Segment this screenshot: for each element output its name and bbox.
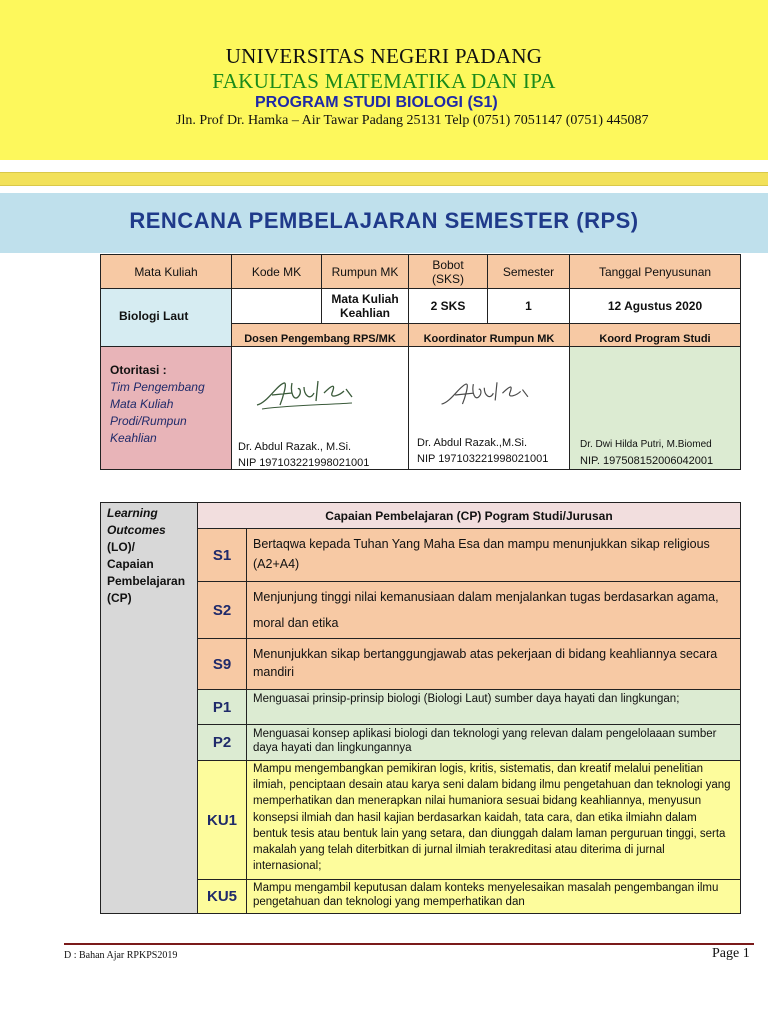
signatory-name-1: Dr. Abdul Razak., M.Si. — [238, 441, 352, 453]
cp-code-p1: P1 — [197, 689, 247, 725]
signature-cell-3 — [569, 346, 741, 470]
signatory-nip-2: NIP 197103221998021001 — [417, 453, 549, 465]
divider-stripe — [0, 172, 768, 186]
signature-image — [252, 375, 362, 415]
otoritasi-line: Mata Kuliah — [110, 397, 174, 411]
lo-label-cell — [100, 502, 198, 914]
lo-label-line: (LO)/ — [107, 540, 135, 554]
cp-code-s9: S9 — [197, 638, 247, 690]
program-name: PROGRAM STUDI BIOLOGI (S1) — [255, 94, 498, 111]
signatory-nip-1: NIP 197103221998021001 — [238, 457, 370, 469]
value-bobot: 2 SKS — [408, 288, 488, 324]
cp-code-ku5: KU5 — [197, 879, 247, 914]
value-mata-kuliah-cell — [100, 288, 232, 347]
lo-label-line: (CP) — [107, 591, 132, 605]
otoritasi-cell — [100, 346, 232, 470]
otoritasi-line: Tim Pengembang — [110, 380, 205, 394]
value-mata-kuliah: Biologi Laut — [119, 309, 189, 323]
otoritasi-label: Otoritasi : — [110, 363, 167, 377]
header-semester: Semester — [487, 254, 570, 289]
address: Jln. Prof Dr. Hamka – Air Tawar Padang 25131 Telp (0751) 7051147 (0751) 445087 — [176, 113, 649, 128]
value-semester: 1 — [487, 288, 570, 324]
signature-cell-1 — [231, 346, 409, 470]
subheader-dosen: Dosen Pengembang RPS/MK — [231, 323, 409, 347]
faculty-name: FAKULTAS MATEMATIKA DAN IPA — [212, 69, 556, 93]
university-name: UNIVERSITAS NEGERI PADANG — [225, 44, 543, 68]
cp-code-s1: S1 — [197, 528, 247, 582]
header-rumpun-mk: Rumpun MK — [321, 254, 409, 289]
signatory-name-3: Dr. Dwi Hilda Putri, M.Biomed — [580, 439, 712, 450]
lo-label-line: Capaian — [107, 557, 154, 571]
cp-text-ku5: Mampu mengambil keputusan dalam konteks menyelesaikan masalah pengembangan ilmu pengetahuan dan teknologi yang memperhatikan dan — [246, 879, 741, 914]
cp-text-p1: Menguasai prinsip-prinsip biologi (Biologi Laut) sumber daya hayati dan lingkungan; — [246, 689, 741, 725]
cp-text-p2: Menguasai konsep aplikasi biologi dan teknologi yang relevan dalam pengelolaaan sumber daya hayati dan lingkungannya — [246, 724, 741, 761]
cp-text-s9: Menunjukkan sikap bertanggungjawab atas pekerjaan di bidang keahliannya secara mandiri — [246, 638, 741, 690]
cp-code-s2: S2 — [197, 581, 247, 639]
signatory-name-2: Dr. Abdul Razak.,M.Si. — [417, 437, 528, 449]
value-rumpun-mk: Mata Kuliah Keahlian — [321, 288, 409, 324]
otoritasi-line: Prodi/Rumpun — [110, 414, 187, 428]
signatory-nip-3: NIP. 197508152006042001 — [580, 455, 714, 467]
header-mata-kuliah: Mata Kuliah — [100, 254, 232, 289]
header-tanggal: Tanggal Penyusunan — [569, 254, 741, 289]
value-kode-mk — [231, 288, 322, 324]
lo-label-line: Outcomes — [107, 523, 166, 537]
footer-source: D : Bahan Ajar RPKPS2019 — [64, 950, 178, 961]
signature-cell-2 — [408, 346, 570, 470]
cp-text-s1: Bertaqwa kepada Tuhan Yang Maha Esa dan mampu menunjukkan sikap religious (A2+A4) — [246, 528, 741, 582]
footer-divider — [64, 943, 754, 945]
lo-label-line: Learning — [107, 506, 158, 520]
signature-image — [437, 375, 537, 415]
cp-text-ku1: Mampu mengembangkan pemikiran logis, kritis, sistematis, dan kreatif melalui penelitian ilmiah, penciptaan desain atau karya seni dalam bidang ilmu pengetahuan dan teknologi yang memperhatikan dan menerapkan nilai humaniora sesuai bidang keahliannya, menyusun konsepsi ilmiah dan hasil kajian berdasarkan kaidah, tata cara, dan etika ilmiahn dalam bentuk tesis atau bentuk lain yang setara, dan diunggah dalam laman perguruan tinggi, serta makalah yang telah diterbitkan di jurnal ilmiah terakreditasi atau diterima di jurnal internasional; — [246, 760, 741, 880]
lo-label-line: Pembelajaran — [107, 574, 186, 588]
header-kode-mk: Kode MK — [231, 254, 322, 289]
header-bobot: Bobot (SKS) — [408, 254, 488, 289]
subheader-koord-prodi: Koord Program Studi — [569, 323, 741, 347]
otoritasi-line: Keahlian — [110, 431, 157, 445]
document-title: RENCANA PEMBELAJARAN SEMESTER (RPS) — [129, 208, 639, 233]
cp-code-ku1: KU1 — [197, 760, 247, 880]
page-number: Page 1 — [712, 946, 750, 961]
cp-header: Capaian Pembelajaran (CP) Pogram Studi/Jurusan — [197, 502, 741, 529]
value-tanggal: 12 Agustus 2020 — [569, 288, 741, 324]
cp-code-p2: P2 — [197, 724, 247, 761]
cp-text-s2: Menjunjung tinggi nilai kemanusiaan dalam menjalankan tugas berdasarkan agama, moral dan etika — [246, 581, 741, 639]
subheader-koordinator: Koordinator Rumpun MK — [408, 323, 570, 347]
